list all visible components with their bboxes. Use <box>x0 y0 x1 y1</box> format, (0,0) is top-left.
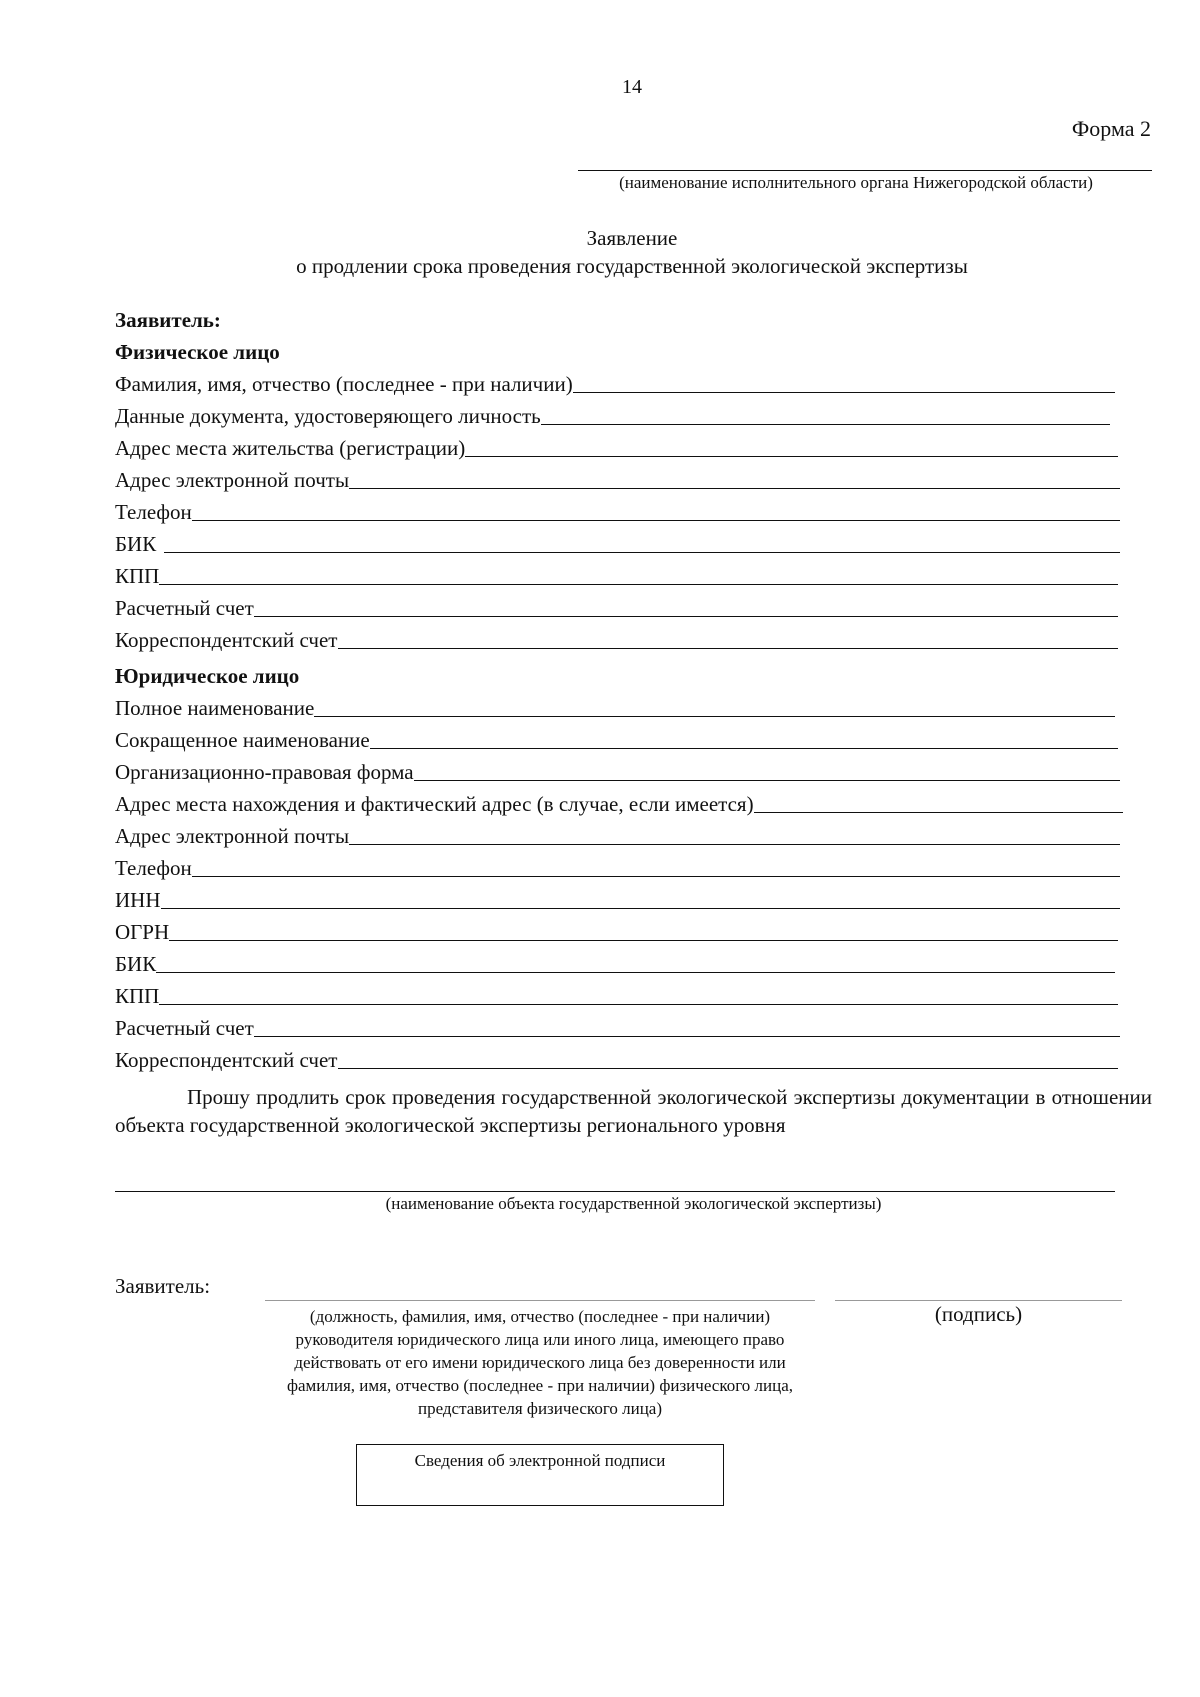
signer-name-caption: (должность, фамилия, имя, отчество (последнее - при наличии) руководителя юридического лица или иного лица, имеющего право действовать от его имени юридического лица без доверенности или фамилия, имя, отчество (последнее - при наличии) физического лица, представителя физического лица) <box>286 1307 793 1418</box>
field-label: Телефон <box>115 500 192 524</box>
legal-bik-input[interactable] <box>156 950 1115 973</box>
field-label: Расчетный счет <box>115 596 254 620</box>
individual-corr-account-field <box>115 622 1118 652</box>
legal-corr-account-field <box>115 1042 1118 1072</box>
individual-email-input[interactable] <box>349 466 1120 489</box>
legal-kpp-input[interactable] <box>159 982 1118 1005</box>
legal-address-field <box>115 786 1123 816</box>
field-label: Корреспондентский счет <box>115 628 338 652</box>
request-paragraph: Прошу продлить срок проведения государственной экологической экспертизы документации в отношении объекта государственной экологической экспертизы регионального уровня <box>115 1085 1152 1137</box>
legal-phone-field <box>115 850 1120 880</box>
individual-phone-input[interactable] <box>192 498 1120 521</box>
signature-applicant-label: Заявитель: <box>115 1274 211 1298</box>
individual-fullname-input[interactable] <box>573 370 1115 393</box>
form-label: Форма 2 <box>1071 116 1151 141</box>
signature-caption: (подпись) <box>934 1302 1023 1326</box>
page-number: 14 <box>622 76 642 98</box>
legal-shortname-field <box>115 722 1118 752</box>
field-label: Адрес места нахождения и фактический адрес (в случае, если имеется) <box>115 792 754 816</box>
individual-kpp-input[interactable] <box>159 562 1118 585</box>
individual-bik-field <box>115 526 1120 556</box>
legal-account-input[interactable] <box>254 1014 1120 1037</box>
individual-address-input[interactable] <box>465 434 1118 457</box>
signer-name-line[interactable] <box>265 1300 815 1301</box>
field-label: Организационно-правовая форма <box>115 760 414 784</box>
field-label: ОГРН <box>115 920 170 944</box>
individual-account-field <box>115 590 1118 620</box>
legal-email-field <box>115 818 1120 848</box>
individual-heading: Физическое лицо <box>115 340 280 364</box>
legal-inn-input[interactable] <box>161 886 1121 909</box>
field-label: КПП <box>115 564 160 588</box>
legal-form-field <box>115 754 1120 784</box>
field-label: БИК <box>115 532 157 556</box>
legal-fullname-input[interactable] <box>314 694 1115 717</box>
legal-bik-field <box>115 946 1115 976</box>
individual-fullname-field <box>115 366 1115 396</box>
applicant-heading: Заявитель: <box>115 308 221 332</box>
field-label: Корреспондентский счет <box>115 1048 338 1072</box>
document-subtitle: о продлении срока проведения государственной экологической экспертизы <box>296 254 968 278</box>
individual-corr-account-input[interactable] <box>338 626 1119 649</box>
field-label: Телефон <box>115 856 192 880</box>
individual-phone-field <box>115 494 1120 524</box>
individual-email-field <box>115 462 1120 492</box>
legal-shortname-input[interactable] <box>370 726 1118 749</box>
legal-email-input[interactable] <box>349 822 1120 845</box>
legal-phone-input[interactable] <box>192 854 1120 877</box>
electronic-signature-box: Сведения об электронной подписи <box>356 1444 724 1506</box>
object-name-caption: (наименование объекта государственной экологической экспертизы) <box>385 1194 882 1213</box>
legal-ogrn-field <box>115 914 1118 944</box>
field-label: Фамилия, имя, отчество (последнее - при наличии) <box>115 372 573 396</box>
field-label: БИК <box>115 952 157 976</box>
signature-line[interactable] <box>835 1300 1122 1301</box>
individual-address-field <box>115 430 1118 460</box>
legal-heading: Юридическое лицо <box>115 664 300 688</box>
field-label: Полное наименование <box>115 696 315 720</box>
individual-account-input[interactable] <box>254 594 1118 617</box>
field-label: Данные документа, удостоверяющего личность <box>115 404 541 428</box>
field-label: Адрес электронной почты <box>115 824 350 848</box>
legal-ogrn-input[interactable] <box>169 918 1118 941</box>
individual-bik-input[interactable] <box>164 530 1120 553</box>
org-name-caption: (наименование исполнительного органа Нижегородской области) <box>619 173 1093 192</box>
legal-corr-account-input[interactable] <box>338 1046 1119 1069</box>
field-label: Адрес электронной почты <box>115 468 350 492</box>
field-label: КПП <box>115 984 160 1008</box>
legal-address-input[interactable] <box>754 790 1123 813</box>
legal-inn-field <box>115 882 1120 912</box>
document-title: Заявление <box>586 226 678 250</box>
individual-id-document-field <box>115 398 1110 428</box>
field-label: Сокращенное наименование <box>115 728 370 752</box>
legal-kpp-field <box>115 978 1118 1008</box>
individual-id-document-input[interactable] <box>541 402 1110 425</box>
field-label: ИНН <box>115 888 161 912</box>
field-label: Адрес места жительства (регистрации) <box>115 436 466 460</box>
legal-form-input[interactable] <box>414 758 1120 781</box>
legal-account-field <box>115 1010 1120 1040</box>
legal-fullname-field <box>115 690 1115 720</box>
org-name-line[interactable] <box>578 170 1152 171</box>
object-name-line[interactable] <box>115 1191 1115 1192</box>
field-label: Расчетный счет <box>115 1016 254 1040</box>
individual-kpp-field <box>115 558 1118 588</box>
